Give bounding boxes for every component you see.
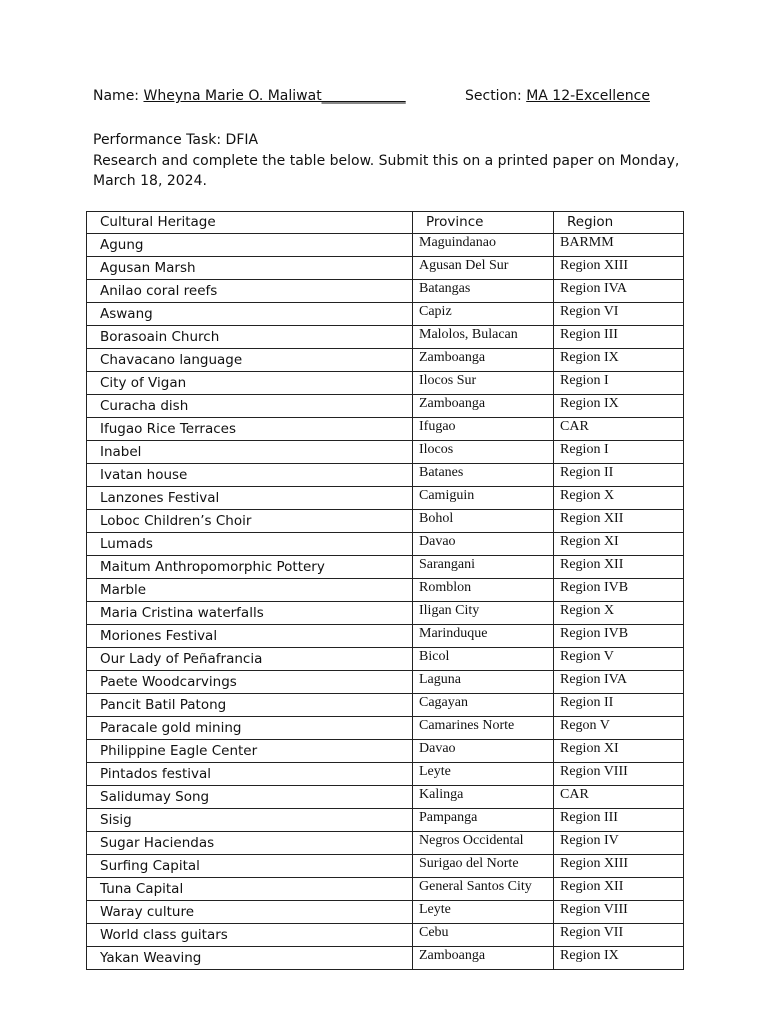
- table-row: [87, 670, 684, 693]
- heritage-cell: Agusan Marsh: [87, 256, 413, 279]
- region-cell: Region IVB: [554, 624, 684, 647]
- heritage-cell: Paete Woodcarvings: [87, 670, 413, 693]
- region-cell: Region I: [554, 371, 684, 394]
- heritage-cell: Lumads: [87, 532, 413, 555]
- table-row: [87, 371, 684, 394]
- region-cell: Region IVA: [554, 279, 684, 302]
- heritage-cell: Agung: [87, 233, 413, 256]
- region-cell: Region IVA: [554, 670, 684, 693]
- heritage-cell: Borasoain Church: [87, 325, 413, 348]
- name-line: [93, 88, 406, 104]
- heritage-cell: Surfing Capital: [87, 854, 413, 877]
- heritage-cell: Sugar Haciendas: [87, 831, 413, 854]
- province-cell: Pampanga: [413, 808, 554, 831]
- province-cell: Davao: [413, 739, 554, 762]
- province-cell: Ilocos Sur: [413, 371, 554, 394]
- region-cell: Region V: [554, 647, 684, 670]
- table-row: [87, 279, 684, 302]
- table-row: [87, 808, 684, 831]
- table-row: [87, 348, 684, 371]
- heritage-cell: Aswang: [87, 302, 413, 325]
- section-value: MA 12-Excellence: [526, 88, 650, 104]
- table-row: [87, 486, 684, 509]
- heritage-cell: Marble: [87, 578, 413, 601]
- province-cell: Zamboanga: [413, 348, 554, 371]
- heritage-cell: Our Lady of Peñafrancia: [87, 647, 413, 670]
- table-row: [87, 831, 684, 854]
- region-cell: BARMM: [554, 233, 684, 256]
- table-row: [87, 302, 684, 325]
- province-cell: Marinduque: [413, 624, 554, 647]
- province-cell: Davao: [413, 532, 554, 555]
- heritage-cell: Pancit Batil Patong: [87, 693, 413, 716]
- heritage-table: [86, 211, 684, 970]
- heritage-cell: Inabel: [87, 440, 413, 463]
- heritage-cell: Salidumay Song: [87, 785, 413, 808]
- table-row: [87, 463, 684, 486]
- region-cell: Regon V: [554, 716, 684, 739]
- province-cell: Camarines Norte: [413, 716, 554, 739]
- table-row: [87, 785, 684, 808]
- table-body: [87, 233, 684, 969]
- region-cell: Region VI: [554, 302, 684, 325]
- heritage-cell: Philippine Eagle Center: [87, 739, 413, 762]
- table-row: [87, 624, 684, 647]
- instructions: [93, 130, 683, 192]
- region-cell: Region VII: [554, 923, 684, 946]
- table-row: [87, 762, 684, 785]
- province-cell: General Santos City: [413, 877, 554, 900]
- region-cell: Region II: [554, 693, 684, 716]
- region-cell: CAR: [554, 785, 684, 808]
- table-row: [87, 601, 684, 624]
- column-header-province: Province: [413, 212, 554, 234]
- heritage-cell: Maria Cristina waterfalls: [87, 601, 413, 624]
- table-row: [87, 578, 684, 601]
- region-cell: Region III: [554, 325, 684, 348]
- province-cell: Surigao del Norte: [413, 854, 554, 877]
- heritage-cell: Loboc Children’s Choir: [87, 509, 413, 532]
- province-cell: Cagayan: [413, 693, 554, 716]
- column-header-region: Region: [554, 212, 684, 234]
- region-cell: Region VIII: [554, 762, 684, 785]
- table-row: [87, 394, 684, 417]
- heritage-cell: Ifugao Rice Terraces: [87, 417, 413, 440]
- student-name: Wheyna Marie O. Maliwat____________: [143, 88, 406, 104]
- heritage-cell: Maitum Anthropomorphic Pottery: [87, 555, 413, 578]
- table-row: [87, 555, 684, 578]
- province-cell: Romblon: [413, 578, 554, 601]
- province-cell: Leyte: [413, 900, 554, 923]
- region-cell: Region XII: [554, 509, 684, 532]
- region-cell: Region VIII: [554, 900, 684, 923]
- province-cell: Bohol: [413, 509, 554, 532]
- province-cell: Capiz: [413, 302, 554, 325]
- heritage-cell: Paracale gold mining: [87, 716, 413, 739]
- table-row: [87, 693, 684, 716]
- heritage-cell: Tuna Capital: [87, 877, 413, 900]
- province-cell: Agusan Del Sur: [413, 256, 554, 279]
- region-cell: Region I: [554, 440, 684, 463]
- table-row: [87, 440, 684, 463]
- province-cell: Iligan City: [413, 601, 554, 624]
- region-cell: Region IVB: [554, 578, 684, 601]
- heritage-cell: Yakan Weaving: [87, 946, 413, 969]
- region-cell: Region X: [554, 601, 684, 624]
- table-row: [87, 325, 684, 348]
- table-row: [87, 716, 684, 739]
- province-cell: Leyte: [413, 762, 554, 785]
- region-cell: Region XIII: [554, 854, 684, 877]
- region-cell: CAR: [554, 417, 684, 440]
- region-cell: Region IX: [554, 394, 684, 417]
- province-cell: Zamboanga: [413, 394, 554, 417]
- province-cell: Cebu: [413, 923, 554, 946]
- region-cell: Region III: [554, 808, 684, 831]
- table-row: [87, 877, 684, 900]
- region-cell: Region XIII: [554, 256, 684, 279]
- heritage-cell: Anilao coral reefs: [87, 279, 413, 302]
- province-cell: Bicol: [413, 647, 554, 670]
- heritage-cell: Curacha dish: [87, 394, 413, 417]
- province-cell: Ilocos: [413, 440, 554, 463]
- task-instructions: Research and complete the table below. Submit this on a printed paper on Monday, March 18, 2024.: [93, 152, 680, 189]
- table-row: [87, 417, 684, 440]
- table-row: [87, 946, 684, 969]
- region-cell: Region IV: [554, 831, 684, 854]
- table-row: [87, 509, 684, 532]
- province-cell: Laguna: [413, 670, 554, 693]
- heritage-cell: Ivatan house: [87, 463, 413, 486]
- table-row: [87, 854, 684, 877]
- heritage-cell: City of Vigan: [87, 371, 413, 394]
- province-cell: Batanes: [413, 463, 554, 486]
- table-row: [87, 233, 684, 256]
- region-cell: Region XII: [554, 555, 684, 578]
- table-row: [87, 532, 684, 555]
- region-cell: Region X: [554, 486, 684, 509]
- region-cell: Region IX: [554, 946, 684, 969]
- heritage-cell: Pintados festival: [87, 762, 413, 785]
- province-cell: Kalinga: [413, 785, 554, 808]
- heritage-cell: World class guitars: [87, 923, 413, 946]
- heritage-cell: Waray culture: [87, 900, 413, 923]
- region-cell: Region XII: [554, 877, 684, 900]
- table-row: [87, 923, 684, 946]
- table-row: [87, 739, 684, 762]
- column-header-heritage: Cultural Heritage: [87, 212, 413, 234]
- province-cell: Maguindanao: [413, 233, 554, 256]
- table-row: [87, 647, 684, 670]
- heritage-cell: Chavacano language: [87, 348, 413, 371]
- table-row: [87, 256, 684, 279]
- region-cell: Region II: [554, 463, 684, 486]
- province-cell: Ifugao: [413, 417, 554, 440]
- heritage-cell: Sisig: [87, 808, 413, 831]
- table-row: [87, 900, 684, 923]
- region-cell: Region IX: [554, 348, 684, 371]
- task-title: Performance Task: DFIA: [93, 132, 259, 148]
- province-cell: Zamboanga: [413, 946, 554, 969]
- province-cell: Malolos, Bulacan: [413, 325, 554, 348]
- region-cell: Region XI: [554, 739, 684, 762]
- heritage-cell: Moriones Festival: [87, 624, 413, 647]
- province-cell: Camiguin: [413, 486, 554, 509]
- name-label: Name:: [93, 88, 144, 104]
- province-cell: Batangas: [413, 279, 554, 302]
- province-cell: Sarangani: [413, 555, 554, 578]
- province-cell: Negros Occidental: [413, 831, 554, 854]
- section-label: Section:: [465, 88, 527, 104]
- table-header-row: [87, 212, 684, 234]
- heritage-cell: Lanzones Festival: [87, 486, 413, 509]
- section-line: [465, 88, 650, 104]
- region-cell: Region XI: [554, 532, 684, 555]
